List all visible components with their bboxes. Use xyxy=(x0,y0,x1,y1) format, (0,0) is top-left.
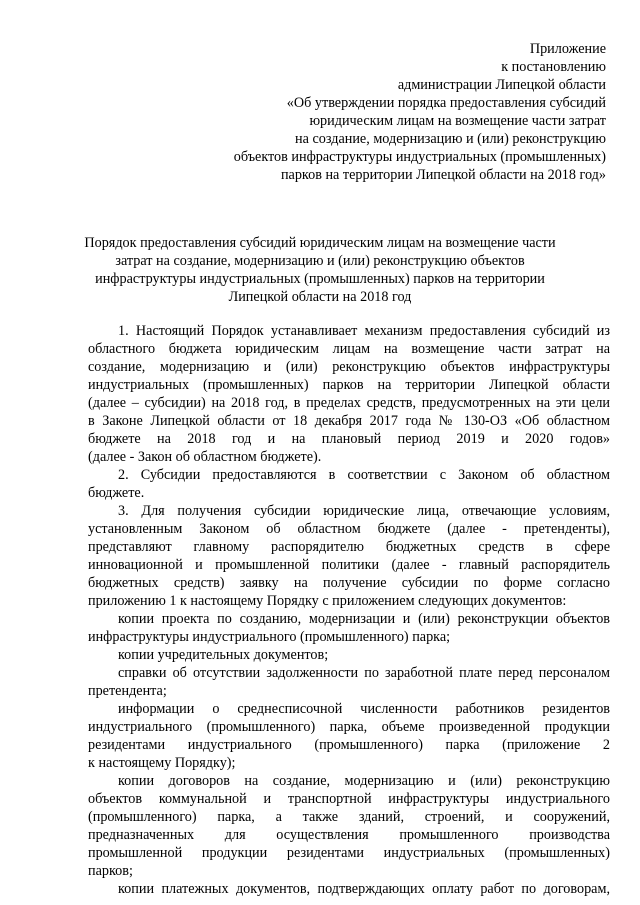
body-line: инновационной и промышленной политики (далее - главный распорядитель xyxy=(88,557,610,573)
body-line: создание, модернизацию и (или) реконструкцию объектов инфраструктуры xyxy=(88,359,610,375)
body-line: 3. Для получения субсидии юридические лица, отвечающие условиям, xyxy=(118,503,610,519)
body-line: инфраструктуры индустриального (промышленного) парка; xyxy=(88,629,451,645)
body-line: претендента; xyxy=(88,683,167,699)
appendix-line: парков на территории Липецкой области на 2018 год» xyxy=(280,167,606,183)
body-line: 2. Субсидии предоставляются в соответствии с Законом об областном xyxy=(118,467,610,483)
body-line: копии платежных документов, подтверждающих оплату работ по договорам, xyxy=(118,881,610,897)
body-line: к настоящему Порядку); xyxy=(88,755,236,771)
appendix-line: администрации Липецкой области xyxy=(397,77,606,93)
body-line: индустриальных (промышленных) парков на территории Липецкой области xyxy=(88,377,610,393)
body-line: резидентами индустриального (промышленного) парка (приложение 2 xyxy=(88,737,610,753)
appendix-line: Приложение xyxy=(529,41,606,57)
body-line: (далее - Закон об областном бюджете). xyxy=(88,449,322,465)
body-line: (далее – субсидии) на 2018 год, в пределах средств, предусмотренных на эти цели xyxy=(88,395,610,411)
body-line: бюджете. xyxy=(88,485,145,501)
body-line: установленным Законом об областном бюджете (далее - претенденты), xyxy=(88,521,610,537)
appendix-line: к постановлению xyxy=(501,59,606,75)
body-line: промышленной продукции резидентами индустриальных (промышленных) xyxy=(88,845,610,861)
appendix-line: на создание, модернизацию и (или) реконструкцию xyxy=(295,131,606,147)
body-line: объектов коммунальной и транспортной инфраструктуры индустриального xyxy=(88,791,610,807)
body-line: информации о среднесписочной численности работников резидентов xyxy=(118,701,610,717)
body-line: 1. Настоящий Порядок устанавливает механизм предоставления субсидий из xyxy=(118,323,610,339)
body-line: предназначенных для осуществления промышленного производства xyxy=(88,827,610,843)
title-line: затрат на создание, модернизацию и (или) реконструкцию объектов xyxy=(115,253,525,269)
title-line: инфраструктуры индустриальных (промышленных) парков на территории xyxy=(95,271,545,287)
appendix-line: «Об утверждении порядка предоставления субсидий xyxy=(286,95,606,111)
body-line: бюджетных средств) заявку на получение субсидии по форме согласно xyxy=(88,575,610,591)
appendix-line: объектов инфраструктуры индустриальных (промышленных) xyxy=(233,149,606,165)
body-line: копии проекта по созданию, модернизации и (или) реконструкции объектов xyxy=(118,611,610,627)
body-line: справки об отсутствии задолженности по заработной плате перед персоналом xyxy=(118,665,610,681)
body-line: приложению 1 к настоящему Порядку с приложением следующих документов: xyxy=(88,593,567,609)
body-line: областного бюджета юридическим лицам на возмещение части затрат на xyxy=(88,341,610,357)
title-line: Липецкой области на 2018 год xyxy=(228,289,412,305)
body-line: копии учредительных документов; xyxy=(118,647,329,663)
appendix-line: юридическим лицам на возмещение части затрат xyxy=(309,113,606,129)
title-line: Порядок предоставления субсидий юридическим лицам на возмещение части xyxy=(84,235,556,251)
body-line: в Законе Липецкой области от 18 декабря 2017 года № 130-ОЗ «Об областном xyxy=(88,413,610,429)
body-line: копии договоров на создание, модернизацию и (или) реконструкцию xyxy=(118,773,610,789)
body-line: (промышленного) парка, а также зданий, строений, и сооружений, xyxy=(88,809,610,825)
body-line: представляют главному распорядителю бюджетных средств в сфере xyxy=(88,539,610,555)
body-line: парков; xyxy=(88,863,133,879)
body-line: индустриального (промышленного) парка, объеме произведенной продукции xyxy=(88,719,610,735)
body-line: бюджете на 2018 год и на плановый период 2019 и 2020 годов» xyxy=(88,431,610,447)
